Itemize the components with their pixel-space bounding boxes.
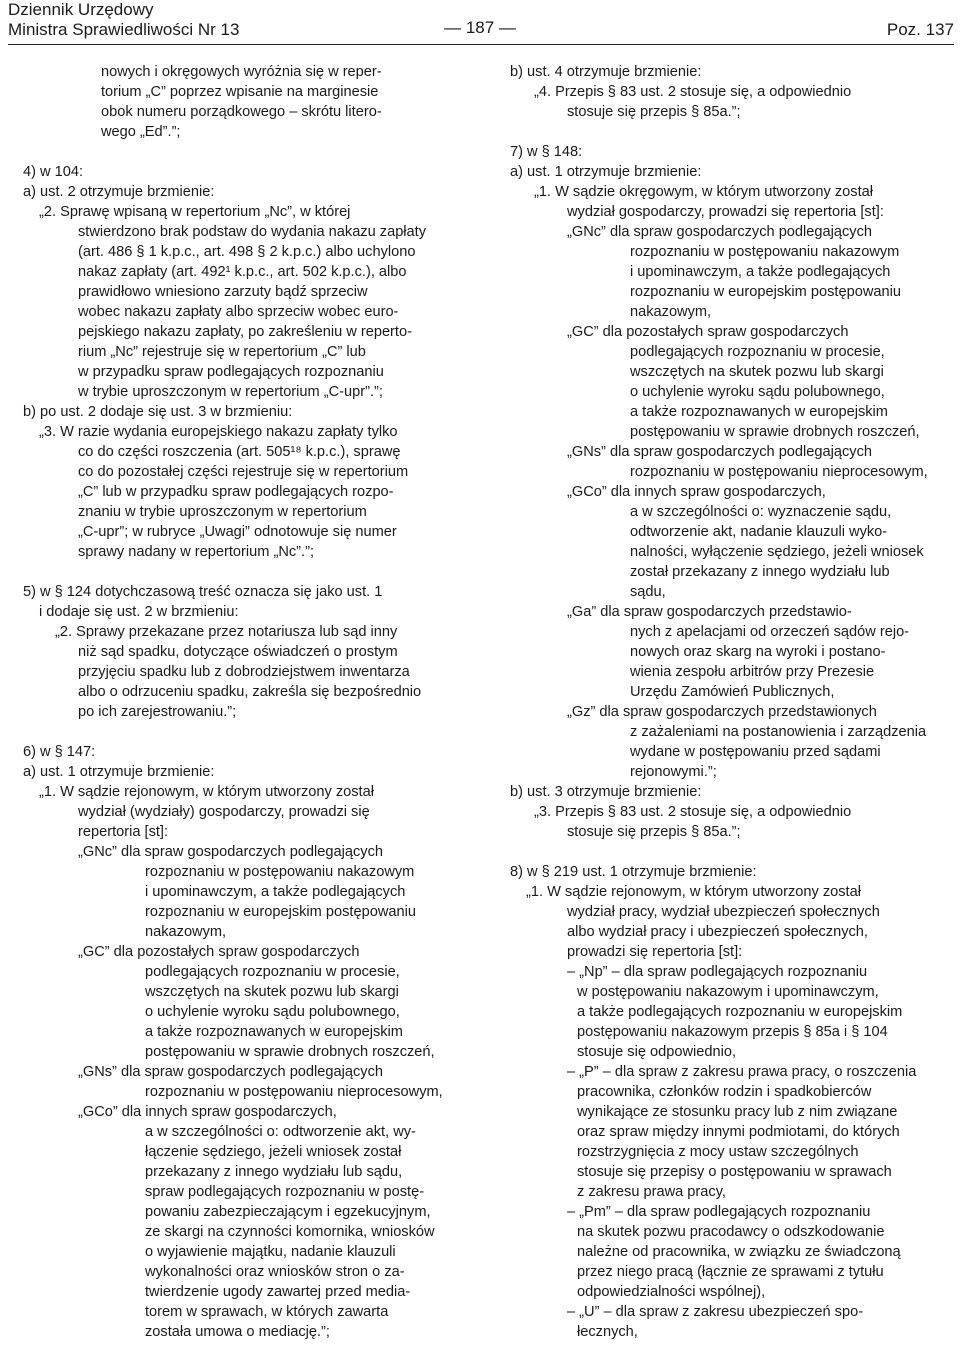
text-line: wszczętych na skutek pozwu lub skargi — [630, 364, 884, 380]
text-line: i upominawczym, a także podlegających — [630, 264, 891, 280]
text-line: nowych oraz skarg na wyroki i postano- — [630, 644, 886, 660]
text-line: „GNc” dla spraw gospodarczych podlegających — [567, 224, 872, 240]
text-line: w przypadku spraw podlegających rozpoznaniu — [78, 364, 384, 380]
text-line: ze skargi na czynności komornika, wniosków — [145, 1224, 435, 1240]
text-line: 7) w § 148: — [510, 144, 583, 160]
text-line: a także podlegających rozpoznaniu w europejskim — [577, 1004, 903, 1020]
text-line: – „Pm” – dla spraw podlegających rozpoznaniu — [567, 1204, 871, 1220]
text-line: rozpoznaniu w europejskim postępowaniu — [630, 284, 901, 300]
text-line: „Ga” dla spraw gospodarczych przedstawio- — [567, 604, 852, 620]
text-line: Urzędu Zamówień Publicznych, — [630, 684, 835, 700]
text-line: rozpoznaniu w europejskim postępowaniu — [145, 904, 416, 920]
text-line: i dodaje się ust. 2 w brzmieniu: — [39, 604, 239, 620]
text-line: b) ust. 4 otrzymuje brzmienie: — [510, 64, 702, 80]
text-line: przekazany z innego wydziału lub sądu, — [145, 1164, 403, 1180]
text-line: „GNc” dla spraw gospodarczych podlegających — [78, 844, 383, 860]
text-line: „1. W sądzie rejonowym, w którym utworzony został — [526, 884, 861, 900]
text-line: albo wydział pracy i ubezpieczeń społecznych, — [567, 924, 868, 940]
text-line: podlegających rozpoznaniu w procesie, — [145, 964, 400, 980]
page-header — [0, 0, 960, 44]
text-line: „GC” dla pozostałych spraw gospodarczych — [78, 944, 360, 960]
text-line: podlegających rozpoznaniu w procesie, — [630, 344, 885, 360]
text-line: 5) w § 124 dotychczasową treść oznacza się jako ust. 1 — [23, 584, 383, 600]
text-line: a w szczególności o: odtworzenie akt, wy- — [145, 1124, 416, 1140]
text-line: wszczętych na skutek pozwu lub skargi — [145, 984, 399, 1000]
text-line: (art. 486 § 1 k.p.c., art. 498 § 2 k.p.c.) albo uchylono — [78, 244, 416, 260]
text-line: „C-upr”; w rubryce „Uwagi” odnotowuje się numer — [78, 524, 397, 540]
text-line: „GNs” dla spraw gospodarczych podlegających — [78, 1064, 383, 1080]
text-line: rozstrzygnięcia z mocy ustaw szczególnych — [577, 1144, 859, 1160]
text-line: co do pozostałej części rejestruje się w repertorium — [78, 464, 409, 480]
text-line: rozpoznaniu w postępowaniu nieprocesowym, — [145, 1084, 443, 1100]
text-line: co do części roszczenia (art. 505¹⁸ k.p.c.), sprawę — [78, 444, 401, 460]
text-line: albo o odrzuceniu spadku, zakreśla się bezpośrednio — [78, 684, 422, 700]
text-line: oraz spraw między innymi podmiotami, do których — [577, 1124, 900, 1140]
text-line: pracownika, członków rodzin i spadkobierców — [577, 1084, 872, 1100]
text-line: rejonowymi.”; — [630, 764, 717, 780]
text-line: rozpoznaniu w postępowaniu nieprocesowym, — [630, 464, 928, 480]
text-line: przyjęciu spadku lub z dobrodziejstwem inwentarza — [78, 664, 410, 680]
text-line: na skutek pozwu pracodawcy o odszkodowanie — [577, 1224, 885, 1240]
text-line: nalności, wyłączenie sędziego, jeżeli wniosek — [630, 544, 924, 560]
text-line: a) ust. 1 otrzymuje brzmienie: — [510, 164, 702, 180]
text-line: „GC” dla pozostałych spraw gospodarczych — [567, 324, 849, 340]
text-line: w postępowaniu nakazowym i upominawczym, — [577, 984, 879, 1000]
text-line: została umowa o mediację.”; — [145, 1324, 330, 1340]
text-line: 4) w 104: — [23, 164, 84, 180]
text-line: wienia zespołu arbitrów przy Prezesie — [630, 664, 875, 680]
text-line: wydział pracy, wydział ubezpieczeń społecznych — [567, 904, 880, 920]
text-line: a także rozpoznawanych w europejskim — [145, 1024, 403, 1040]
text-line: – „P” – dla spraw z zakresu prawa pracy, o roszczenia — [567, 1064, 917, 1080]
text-line: postępowaniu w sprawie drobnych roszczeń, — [145, 1044, 435, 1060]
text-line: rium „Nc” rejestruje się w repertorium „C” lub — [78, 344, 366, 360]
text-line: z zakresu prawa pracy, — [577, 1184, 726, 1200]
text-line: pejskiego nakazu zapłaty, po zakreśleniu w reperto- — [78, 324, 412, 340]
text-line: z zażaleniami na postanowienia i zarządzenia — [630, 724, 927, 740]
text-line: wydział gospodarczy, prowadzi się repertoria [st]: — [567, 204, 884, 220]
text-line: w trybie uproszczonym w repertorium „C-upr”.”; — [78, 384, 383, 400]
text-line: stosuje się przepisy o postępowaniu w sprawach — [577, 1164, 892, 1180]
text-line: wego „Ed”.”; — [101, 124, 181, 140]
text-line: nakazowym, — [630, 304, 712, 320]
text-line: wykonalności oraz wniosków stron o za- — [145, 1264, 405, 1280]
text-line: – „U” – dla spraw z zakresu ubezpieczeń spo- — [567, 1304, 864, 1320]
text-line: przez niego pracą (łącznie ze sprawami z tytułu — [577, 1264, 884, 1280]
header-rule — [8, 44, 954, 45]
text-line: nych z apelacjami od orzeczeń sądów rejo- — [630, 624, 910, 640]
text-line: „2. Sprawy przekazane przez notariusza lub sąd inny — [55, 624, 398, 640]
text-line: b) po ust. 2 dodaje się ust. 3 w brzmieniu: — [23, 404, 293, 420]
text-line: 6) w § 147: — [23, 744, 96, 760]
text-line: „2. Sprawę wpisaną w repertorium „Nc”, w której — [39, 204, 351, 220]
text-line: a) ust. 1 otrzymuje brzmienie: — [23, 764, 215, 780]
text-line: wydane w postępowaniu przed sądami — [630, 744, 881, 760]
text-line: i upominawczym, a także podlegających — [145, 884, 406, 900]
text-line: „GNs” dla spraw gospodarczych podlegających — [567, 444, 872, 460]
text-line: 8) w § 219 ust. 1 otrzymuje brzmienie: — [510, 864, 757, 880]
text-line: sądu, — [630, 584, 666, 600]
text-line: postępowaniu nakazowym przepis § 85a i § 104 — [577, 1024, 888, 1040]
text-line: rozpoznaniu w postępowaniu nakazowym — [630, 244, 900, 260]
text-line: po ich zarejestrowaniu.”; — [78, 704, 237, 720]
text-line: o wyjawienie majątku, nadanie klauzuli — [145, 1244, 396, 1260]
text-line: wobec nakazu zapłaty albo sprzeciw wobec euro- — [78, 304, 399, 320]
text-line: sprawy nadany w repertorium „Nc”.”; — [78, 544, 315, 560]
text-line: rozpoznaniu w postępowaniu nakazowym — [145, 864, 415, 880]
text-line: nakazowym, — [145, 924, 227, 940]
text-line: „GCo” dla innych spraw gospodarczych, — [78, 1104, 337, 1120]
text-line: należne od pracownika, w związku ze świadczoną — [577, 1244, 901, 1260]
text-line: „4. Przepis § 83 ust. 2 stosuje się, a odpowiednio — [534, 84, 852, 100]
ministry-title: Ministra Sprawiedliwości Nr 13 — [8, 20, 240, 39]
text-line: nakaz zapłaty (art. 492¹ k.p.c., art. 502 k.p.c.), albo — [78, 264, 407, 280]
text-line: „Gz” dla spraw gospodarczych przedstawionych — [567, 704, 877, 720]
text-line: a w szczególności o: wyznaczenie sądu, — [630, 504, 892, 520]
text-line: odpowiedzialności wspólnej), — [577, 1284, 766, 1300]
text-line: odtworzenie akt, nadanie klauzuli wyko- — [630, 524, 888, 540]
text-line: niż sąd spadku, dotyczące oświadczeń o prostym — [78, 644, 398, 660]
text-line: wydział (wydziały) gospodarczy, prowadzi się — [78, 804, 370, 820]
text-line: obok numeru porządkowego – skrótu litero- — [101, 104, 382, 120]
text-line: „C” lub w przypadku spraw podlegających rozpo- — [78, 484, 394, 500]
text-line: wynikające ze stosunku pracy lub z nim związane — [577, 1104, 898, 1120]
position-number: Poz. 137 — [886, 20, 954, 39]
journal-title: Dziennik Urzędowy — [8, 0, 154, 19]
text-line: „3. Przepis § 83 ust. 2 stosuje się, a odpowiednio — [534, 804, 852, 820]
text-line: prowadzi się repertoria [st]: — [567, 944, 743, 960]
text-line: „GCo” dla innych spraw gospodarczych, — [567, 484, 826, 500]
text-line: o uchylenie wyroku sądu polubownego, — [145, 1004, 400, 1020]
text-line: łecznych, — [577, 1324, 638, 1340]
text-line: stosuje się odpowiednio, — [577, 1044, 737, 1060]
text-line: powaniu zabezpieczającym i egzekucyjnym, — [145, 1204, 431, 1220]
text-line: repertoria [st]: — [78, 824, 169, 840]
text-line: „1. W sądzie okręgowym, w którym utworzony został — [534, 184, 873, 200]
text-line: nowych i okręgowych wyróżnia się w reper- — [101, 64, 382, 80]
text-line: stosuje się przepis § 85a.”; — [567, 104, 741, 120]
text-line: znaniu w trybie uproszczonym w repertorium — [78, 504, 367, 520]
text-line: stosuje się przepis § 85a.”; — [567, 824, 741, 840]
text-line: o uchylenie wyroku sądu polubownego, — [630, 384, 885, 400]
text-line: postępowaniu w sprawie drobnych roszczeń, — [630, 424, 920, 440]
text-line: „1. W sądzie rejonowym, w którym utworzony został — [39, 784, 374, 800]
text-line: „3. W razie wydania europejskiego nakazu zapłaty tylko — [39, 424, 398, 440]
text-line: prawidłowo wniesiono zarzuty bądź sprzeciw — [78, 284, 368, 300]
page-number: — 187 — — [444, 18, 516, 37]
text-line: łączenie sędziego, jeżeli wniosek został — [145, 1144, 402, 1160]
text-line: twierdzenie ugody zawartej przed media- — [145, 1284, 411, 1300]
text-line: został przekazany z innego wydziału lub — [630, 564, 890, 580]
text-line: – „Np” – dla spraw podlegających rozpoznaniu — [567, 964, 868, 980]
text-line: stwierdzono brak podstaw do wydania nakazu zapłaty — [78, 224, 427, 240]
text-line: torem w sprawach, w których zawarta — [145, 1304, 389, 1320]
text-line: torium „C” poprzez wpisanie na marginesie — [101, 84, 379, 100]
text-line: b) ust. 3 otrzymuje brzmienie: — [510, 784, 702, 800]
text-line: a także rozpoznawanych w europejskim — [630, 404, 888, 420]
text-line: spraw podlegających rozpoznaniu w postę- — [145, 1184, 425, 1200]
text-line: a) ust. 2 otrzymuje brzmienie: — [23, 184, 215, 200]
